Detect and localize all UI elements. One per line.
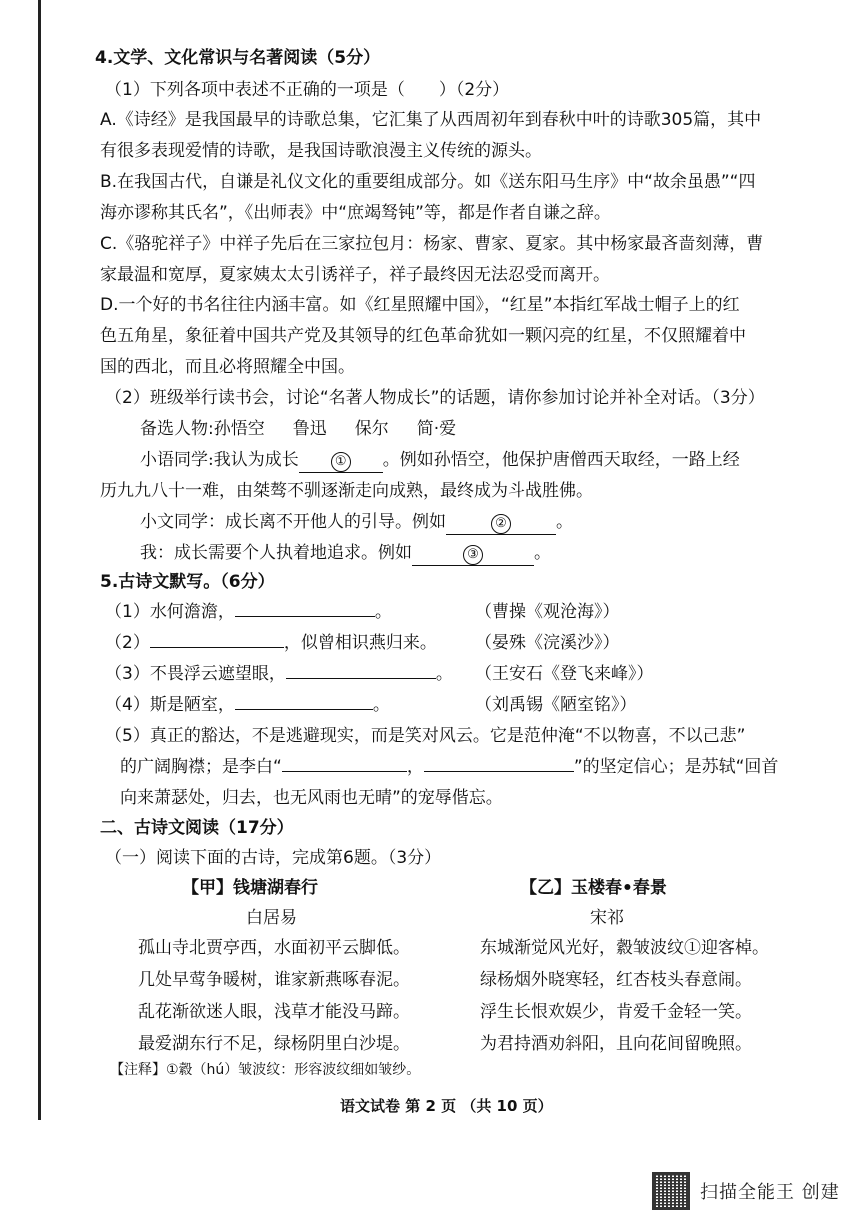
q5-item-5-line2 bbox=[120, 757, 778, 777]
q5-item-1 bbox=[105, 602, 392, 622]
q5-item-5-line1: （5）真正的豁达，不是逃避现实，而是笑对风云。它是范仲淹“不以物喜，不以己悲” bbox=[105, 726, 746, 746]
dialog-xiaoyu bbox=[140, 450, 740, 473]
blank-3-marker: ③ bbox=[463, 545, 483, 565]
poem-a-line-1: 孤山寺北贾亭西，水面初平云脚低。 bbox=[138, 938, 410, 958]
q5-item-5-line3: 向来萧瑟处，归去，也无风雨也无晴”的宠辱偕忘。 bbox=[120, 788, 503, 808]
q5-blank-2[interactable] bbox=[150, 647, 284, 648]
q5-blank-5a[interactable] bbox=[282, 771, 407, 772]
q5-item-3-post: 。 bbox=[435, 664, 453, 684]
q5-blank-5b[interactable] bbox=[424, 771, 574, 772]
candidate-2: 鲁迅 bbox=[292, 419, 327, 439]
q5-blank-4[interactable] bbox=[235, 709, 373, 710]
poem-a-line-4: 最爱湖东行不足，绿杨阴里白沙堤。 bbox=[138, 1034, 410, 1054]
q5-item-5-pre: 的广阔胸襟；是李白“ bbox=[120, 757, 282, 777]
dialog-xiaoyu-line2: 历九九八十一难，由桀骜不驯逐渐走向成熟，最终成为斗战胜佛。 bbox=[100, 481, 593, 501]
answer-blank-3[interactable] bbox=[412, 544, 534, 566]
candidate-list bbox=[140, 419, 456, 439]
poem-a-line-2: 几处早莺争暖树，谁家新燕啄春泥。 bbox=[138, 970, 410, 990]
xiaowen-text-post: 。 bbox=[556, 512, 573, 532]
me-text-pre: 我：成长需要个人执着地追求。例如 bbox=[140, 543, 412, 563]
q5-item-4 bbox=[105, 695, 390, 715]
qr-code-icon bbox=[652, 1172, 690, 1210]
q4-sub2: （2）班级举行读书会，讨论“名著人物成长”的话题，请你参加讨论并补全对话。（3分） bbox=[105, 388, 765, 408]
q4-option-c-line2: 家最温和宽厚，夏家姨太太引诱祥子，祥子最终因无法忍受而离开。 bbox=[100, 265, 610, 285]
q5-item-1-source: （曹操《观沧海》） bbox=[475, 602, 620, 622]
answer-blank-2[interactable] bbox=[446, 513, 556, 535]
poem-b-line-2: 绿杨烟外晓寒轻，红杏枝头春意闹。 bbox=[480, 970, 752, 990]
q4-option-a-line1: A.《诗经》是我国最早的诗歌总集，它汇集了从西周初年到春秋中叶的诗歌305篇，其中 bbox=[100, 110, 762, 130]
poem-a-title: 【甲】钱塘湖春行 bbox=[182, 878, 318, 898]
annotation-note: 【注释】①縠（hú）皱波纹：形容波纹细如皱纱。 bbox=[110, 1062, 421, 1078]
q5-item-2-pre: （2） bbox=[105, 633, 150, 653]
scanner-watermark bbox=[652, 1172, 840, 1210]
poem-a-author: 白居易 bbox=[246, 908, 297, 928]
q4-option-d-line1: D.一个好的书名往往内涵丰富。如《红星照耀中国》，“红星”本指红军战士帽子上的红 bbox=[100, 295, 740, 315]
me-text-post: 。 bbox=[534, 543, 551, 563]
q5-item-5-mid: ， bbox=[406, 757, 424, 777]
q5-heading: 5.古诗文默写。（6分） bbox=[100, 572, 275, 592]
q4-option-c-line1: C.《骆驼祥子》中祥子先后在三家拉包月：杨家、曹家、夏家。其中杨家最吝啬刻薄，曹 bbox=[100, 234, 764, 254]
poem-b-line-1: 东城渐觉风光好，縠皱波纹①迎客棹。 bbox=[480, 938, 769, 958]
poem-b-line-4: 为君持酒劝斜阳，且向花间留晚照。 bbox=[480, 1034, 752, 1054]
dialog-xiaowen bbox=[140, 512, 573, 535]
answer-blank-1[interactable] bbox=[299, 451, 383, 473]
q5-item-3-pre: （3）不畏浮云遮望眼， bbox=[105, 664, 286, 684]
section-2-heading: 二、古诗文阅读（17分） bbox=[100, 818, 294, 838]
q5-blank-1[interactable] bbox=[235, 616, 375, 617]
blank-2-marker: ② bbox=[491, 514, 511, 534]
q5-item-2 bbox=[105, 633, 437, 653]
xiaowen-text-pre: 小文同学：成长离不开他人的引导。例如 bbox=[140, 512, 446, 532]
q5-item-4-source: （刘禹锡《陋室铭》） bbox=[475, 695, 637, 715]
q5-item-3-source: （王安石《登飞来峰》） bbox=[475, 664, 654, 684]
q4-option-b-line1: B.在我国古代，自谦是礼仪文化的重要组成部分。如《送东阳马生序》中“故余虽愚”“四 bbox=[100, 172, 756, 192]
poem-b-author: 宋祁 bbox=[590, 908, 624, 928]
section-2-sub1: （一）阅读下面的古诗，完成第6题。（3分） bbox=[105, 848, 442, 868]
watermark-text: 扫描全能王 创建 bbox=[700, 1182, 840, 1203]
candidate-1: 孙悟空 bbox=[213, 419, 265, 439]
candidate-4: 简·爱 bbox=[416, 419, 457, 439]
q5-item-2-source: （晏殊《浣溪沙》） bbox=[475, 633, 620, 653]
poem-a-line-3: 乱花渐欲迷人眼，浅草才能没马蹄。 bbox=[138, 1002, 410, 1022]
q4-option-d-line2: 色五角星，象征着中国共产党及其领导的红色革命犹如一颗闪亮的红星，不仅照耀着中 bbox=[100, 326, 746, 346]
q5-item-3 bbox=[105, 664, 453, 684]
page-binding-line bbox=[38, 0, 41, 1120]
q4-option-b-line2: 海亦谬称其氏名”，《出师表》中“庶竭驽钝”等，都是作者自谦之辞。 bbox=[100, 203, 611, 223]
poem-b-line-3: 浮生长恨欢娱少，肯爱千金轻一笑。 bbox=[480, 1002, 752, 1022]
q5-blank-3[interactable] bbox=[286, 678, 436, 679]
q5-item-1-post: 。 bbox=[374, 602, 392, 622]
q4-option-d-line3: 国的西北，而且必将照耀全中国。 bbox=[100, 357, 355, 377]
q5-item-1-pre: （1）水何澹澹， bbox=[105, 602, 235, 622]
xiaoyu-text-pre: 小语同学:我认为成长 bbox=[140, 450, 299, 470]
q5-item-4-post: 。 bbox=[372, 695, 390, 715]
q5-item-5-post: ”的坚定信心；是苏轼“回首 bbox=[573, 757, 779, 777]
q4-sub1: （1）下列各项中表述不正确的一项是（ ）（2分） bbox=[105, 80, 510, 100]
candidates-label: 备选人物: bbox=[140, 419, 214, 439]
q5-item-2-post: ，似曾相识燕归来。 bbox=[283, 633, 437, 653]
dialog-me bbox=[140, 543, 551, 566]
q5-item-4-pre: （4）斯是陋室， bbox=[105, 695, 235, 715]
blank-1-marker: ① bbox=[331, 452, 351, 472]
candidate-3: 保尔 bbox=[354, 419, 389, 439]
q4-option-a-line2: 有很多表现爱情的诗歌，是我国诗歌浪漫主义传统的源头。 bbox=[100, 141, 542, 161]
q4-heading: 4.文学、文化常识与名著阅读（5分） bbox=[95, 48, 381, 68]
xiaoyu-text-post: 。例如孙悟空，他保护唐僧西天取经，一路上经 bbox=[382, 450, 740, 470]
page-footer: 语文试卷 第 2 页 （共 10 页） bbox=[340, 1097, 553, 1115]
poem-b-title: 【乙】玉楼春•春景 bbox=[520, 878, 667, 898]
